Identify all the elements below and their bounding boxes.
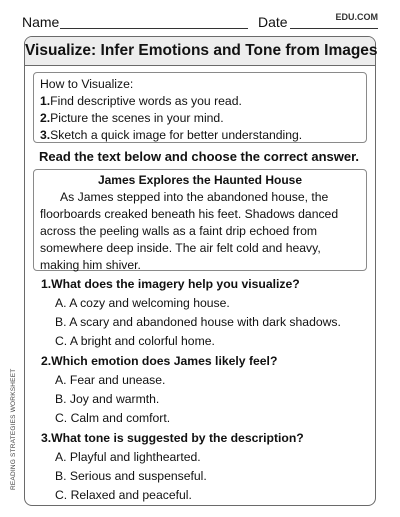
question-block xyxy=(41,352,367,428)
question-text xyxy=(41,275,367,294)
answer-option[interactable]: B. Serious and suspenseful. xyxy=(55,469,207,483)
questions-list xyxy=(41,275,367,506)
how-to-text: Find descriptive words as you read. xyxy=(50,94,242,108)
passage-box xyxy=(33,169,367,271)
answer-option[interactable]: C. Relaxed and peaceful. xyxy=(55,488,192,502)
answer-option[interactable]: C. A bright and colorful home. xyxy=(55,334,215,348)
header xyxy=(22,12,378,32)
answer-option[interactable]: A. Playful and lighthearted. xyxy=(55,450,201,464)
question-prompt: What tone is suggested by the description? xyxy=(51,431,304,445)
passage-text: As James stepped into the abandoned house, the floorboards creaked beneath his feet. Shadows danced across the peeling walls as a faint drip echoed from somewhere deep inside. The air felt cold and heavy, making him shiver. xyxy=(40,190,339,272)
answer-option[interactable]: A. A cozy and welcoming house. xyxy=(55,296,230,310)
answer-option[interactable]: A. Fear and unease. xyxy=(55,373,166,387)
answer-option[interactable]: B. Joy and warmth. xyxy=(55,392,160,406)
how-to-num: 2. xyxy=(40,111,51,125)
how-to-text: Picture the scenes in your mind. xyxy=(50,111,224,125)
how-to-text: Sketch a quick image for better understanding. xyxy=(50,128,303,142)
side-label: READING STRATEGIES WORKSHEET xyxy=(10,368,17,490)
how-to-item xyxy=(40,93,360,110)
question-block xyxy=(41,429,367,505)
question-number: 1. xyxy=(41,277,52,291)
brand-logo: EDU.COM xyxy=(335,12,378,22)
instruction-text: Read the text below and choose the correct answer. xyxy=(39,149,360,164)
question-prompt: Which emotion does James likely feel? xyxy=(51,354,278,368)
date-label: Date xyxy=(258,14,288,30)
how-to-heading: How to Visualize: xyxy=(40,77,134,91)
date-line[interactable] xyxy=(290,28,378,29)
how-to-box xyxy=(33,72,367,143)
question-text xyxy=(41,429,367,448)
answer-option[interactable]: C. Calm and comfort. xyxy=(55,411,171,425)
question-block xyxy=(41,275,367,351)
question-number: 2. xyxy=(41,354,52,368)
question-prompt: What does the imagery help you visualize? xyxy=(51,277,300,291)
how-to-item xyxy=(40,110,360,127)
answer-option[interactable]: B. A scary and abandoned house with dark shadows. xyxy=(55,315,341,329)
how-to-num: 3. xyxy=(40,128,51,142)
name-line[interactable] xyxy=(60,28,248,29)
worksheet xyxy=(24,36,376,506)
passage-title: James Explores the Haunted House xyxy=(97,173,303,187)
how-to-item xyxy=(40,127,360,144)
page-title: Visualize: Infer Emotions and Tone from Images xyxy=(25,37,375,66)
question-text xyxy=(41,352,367,371)
name-label: Name xyxy=(22,14,60,30)
question-number: 3. xyxy=(41,431,52,445)
how-to-num: 1. xyxy=(40,94,51,108)
